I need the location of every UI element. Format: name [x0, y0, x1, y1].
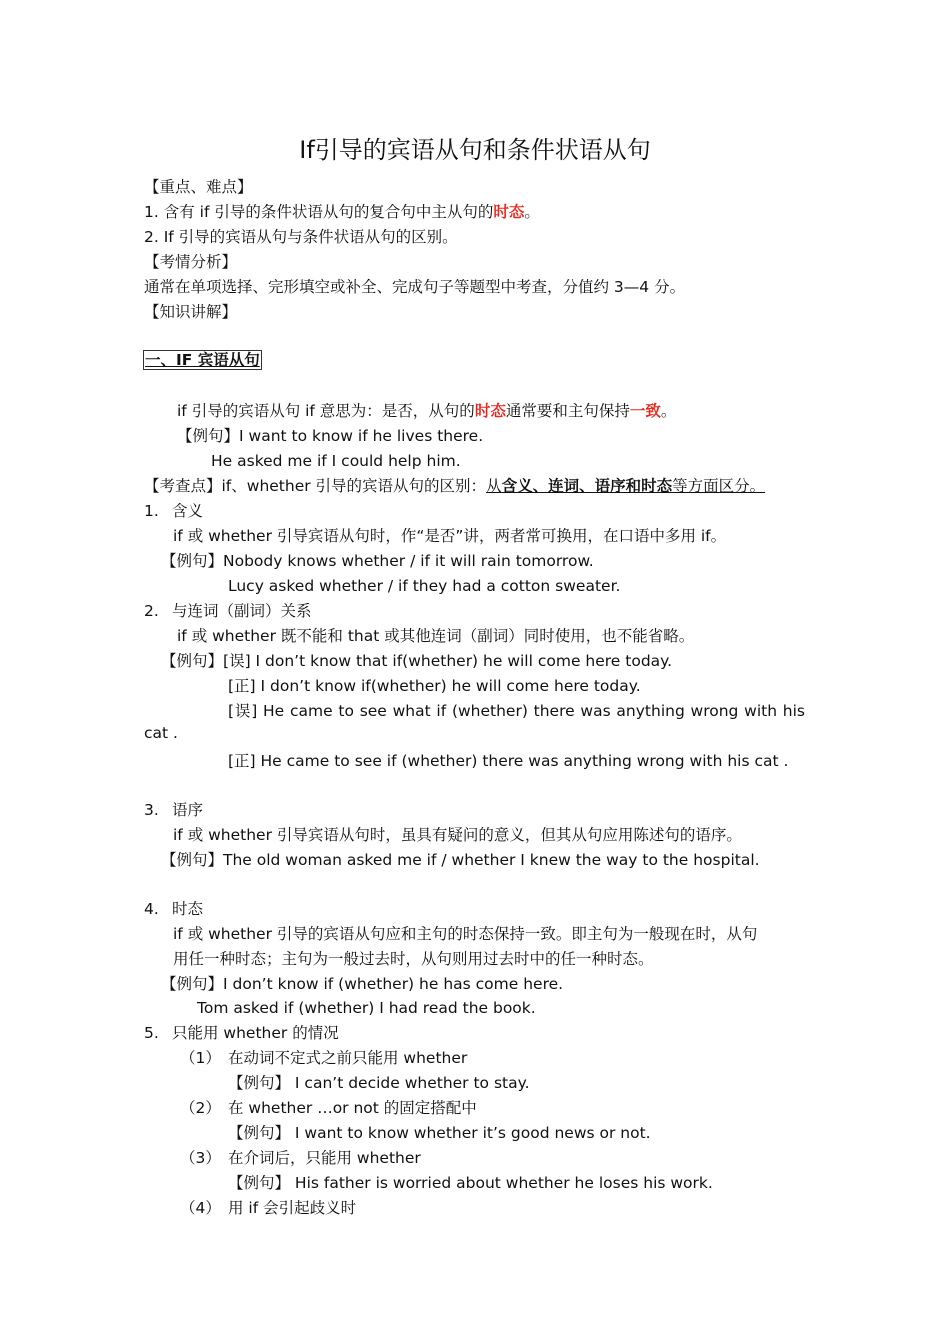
- point-4-title: [144, 898, 203, 920]
- point-2-example-2: [正] I don’t know if(whether) he will come here today.: [228, 677, 641, 695]
- point-1-example-1: [161, 550, 594, 572]
- section-1-intro: [177, 400, 676, 422]
- point-1-number: 1.: [144, 502, 159, 520]
- key-point-1: [144, 201, 540, 223]
- point-2-title: [144, 600, 312, 622]
- key-points-heading: 【重点、难点】: [144, 178, 253, 196]
- point-5-sub-1-example: 【例句】 I can’t decide whether to stay.: [228, 1074, 530, 1092]
- example-text: I want to know if he lives there.: [239, 427, 484, 445]
- example-text: [误] I don’t know that if(whether) he will come here today.: [223, 652, 673, 670]
- point-2-example-3: [误] He came to see what if (whether) there was anything wrong with his cat .: [144, 702, 805, 742]
- key-point-1-text: 1. 含有 if 引导的条件状语从句的复合句中主从句的: [144, 203, 494, 221]
- point-4-example-2: Tom asked if (whether) I had read the book.: [197, 999, 536, 1017]
- sub-number: （2）: [180, 1099, 221, 1117]
- intro-text: if 引导的宾语从句 if 意思为：是否，从句的: [177, 402, 475, 420]
- intro-text-end: 。: [660, 402, 677, 420]
- exam-point-u2: 等方面区分。: [672, 477, 766, 495]
- point-2-number: 2.: [144, 602, 159, 620]
- intro-text-mid: 通常要和主句保持: [505, 402, 630, 420]
- point-2-title-text: 与连词（副词）关系: [172, 602, 312, 620]
- key-point-1-end: 。: [524, 203, 540, 221]
- point-3-title-text: 语序: [172, 801, 204, 819]
- point-1-desc: if 或 whether 引导宾语从句时，作“是否”讲，两者常可换用，在口语中多用 if。: [173, 527, 727, 545]
- point-4-title-text: 时态: [172, 900, 204, 918]
- point-2-example-1: [161, 650, 672, 672]
- point-5-sub-2: [180, 1097, 477, 1119]
- intro-highlight-consistent: 一致: [629, 402, 661, 420]
- example-text: I don’t know if (whether) he has come here.: [223, 975, 564, 993]
- key-point-2: 2. If 引导的宾语从句与条件状语从句的区别。: [144, 228, 458, 246]
- point-4-example-1: [161, 973, 563, 995]
- point-4-desc-line-1: if 或 whether 引导的宾语从句应和主句的时态保持一致。即主句为一般现在时，从句: [173, 925, 758, 943]
- point-5-sub-2-example: 【例句】 I want to know whether it’s good news or not.: [228, 1124, 651, 1142]
- example-text: Nobody knows whether / if it will rain tomorrow.: [223, 552, 594, 570]
- point-5-sub-4: [180, 1197, 356, 1219]
- point-3-number: 3.: [144, 801, 159, 819]
- section-1-heading-row: [143, 349, 262, 371]
- sub-text: 用 if 会引起歧义时: [228, 1199, 357, 1217]
- sub-number: （3）: [180, 1149, 221, 1167]
- exam-point-u1: 从: [486, 477, 502, 495]
- point-4-number: 4.: [144, 900, 159, 918]
- sub-text: 在 whether …or not 的固定搭配中: [228, 1099, 477, 1117]
- section-1-example-1: [177, 425, 483, 447]
- point-3-title: [144, 799, 203, 821]
- example-label: 【例句】: [161, 552, 224, 570]
- example-label: 【例句】: [177, 427, 240, 445]
- point-5-sub-3-example: 【例句】 His father is worried about whether he loses his work.: [228, 1174, 713, 1192]
- document-title: If引导的宾语从句和条件状语从句: [299, 136, 651, 164]
- sub-text: 在动词不定式之前只能用 whether: [228, 1049, 468, 1067]
- section-1-example-2: He asked me if I could help him.: [211, 452, 461, 470]
- sub-text: 在介词后，只能用 whether: [228, 1149, 421, 1167]
- point-2-desc: if 或 whether 既不能和 that 或其他连词（副词）同时使用，也不能省略。: [177, 627, 695, 645]
- point-2-example-4: [正] He came to see if (whether) there was anything wrong with his cat .: [228, 752, 789, 770]
- sub-number: （1）: [180, 1049, 221, 1067]
- example-label: 【例句】: [161, 652, 224, 670]
- knowledge-heading: 【知识讲解】: [144, 303, 238, 321]
- intro-highlight-tense: 时态: [474, 402, 506, 420]
- section-1-heading: 一、IF 宾语从句: [145, 351, 260, 369]
- point-5-number: 5.: [144, 1024, 159, 1042]
- sub-number: （4）: [180, 1199, 221, 1217]
- point-1-title: [144, 500, 203, 522]
- analysis-text: 通常在单项选择、完形填空或补全、完成句子等题型中考查，分值约 3—4 分。: [144, 278, 686, 296]
- point-5-sub-1: [180, 1047, 467, 1069]
- exam-point-text: 【考查点】if、whether 引导的宾语从句的区别：: [144, 477, 487, 495]
- exam-point-key-aspects: 含义、连词、语序和时态: [501, 477, 673, 495]
- point-5-title-text: 只能用 whether 的情况: [172, 1024, 339, 1042]
- point-5-title: [144, 1022, 339, 1044]
- point-1-title-text: 含义: [172, 502, 204, 520]
- example-label: 【例句】: [161, 975, 224, 993]
- exam-point: [144, 475, 765, 497]
- point-5-sub-3: [180, 1147, 421, 1169]
- point-3-example: 【例句】The old woman asked me if / whether I knew the way to the hospital.: [161, 851, 760, 869]
- point-3-desc: if 或 whether 引导宾语从句时，虽具有疑问的意义，但其从句应用陈述句的语序。: [173, 826, 742, 844]
- key-point-1-highlight: 时态: [493, 203, 525, 221]
- analysis-heading: 【考情分析】: [144, 253, 238, 271]
- point-4-desc-line-2: 用任一种时态；主句为一般过去时，从句则用过去时中的任一种时态。: [173, 950, 654, 968]
- point-1-example-2: Lucy asked whether / if they had a cotton sweater.: [228, 577, 621, 595]
